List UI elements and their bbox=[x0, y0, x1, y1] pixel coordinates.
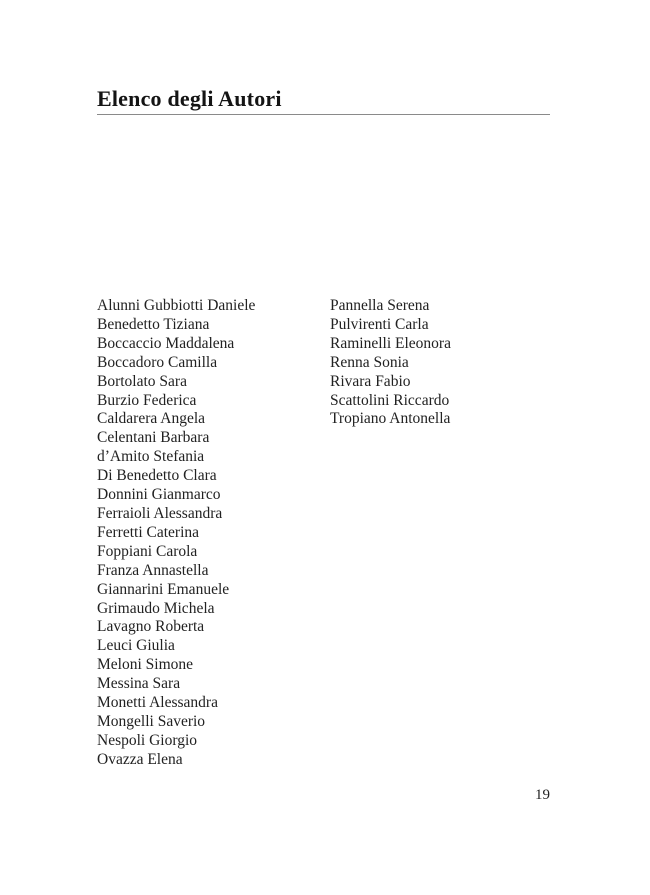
title-divider bbox=[97, 114, 550, 115]
author-name: Giannarini Emanuele bbox=[97, 580, 230, 598]
author-name: Scattolini Riccardo bbox=[330, 391, 450, 409]
author-name: Ovazza Elena bbox=[97, 750, 183, 768]
author-name: Grimaudo Michela bbox=[97, 599, 215, 617]
author-name: Bortolato Sara bbox=[97, 372, 187, 390]
page-number: 19 bbox=[535, 787, 550, 803]
author-name: Ferretti Caterina bbox=[97, 523, 199, 541]
author-name: Caldarera Angela bbox=[97, 410, 206, 428]
author-name: Lavagno Roberta bbox=[97, 618, 205, 636]
author-name: Burzio Federica bbox=[97, 391, 197, 409]
page-title: Elenco degli Autori bbox=[97, 86, 282, 111]
author-name: Celentani Barbara bbox=[97, 429, 210, 447]
author-name: Messina Sara bbox=[97, 675, 181, 693]
author-name: Foppiani Carola bbox=[97, 542, 198, 560]
author-name: Rivara Fabio bbox=[330, 372, 411, 390]
author-name: Nespoli Giorgio bbox=[97, 731, 198, 749]
author-name: Alunni Gubbiotti Daniele bbox=[97, 297, 256, 314]
author-name: Mongelli Saverio bbox=[97, 712, 206, 730]
author-name: Boccaccio Maddalena bbox=[97, 334, 235, 352]
author-name: Meloni Simone bbox=[97, 656, 194, 674]
author-name: Monetti Alessandra bbox=[97, 694, 218, 712]
author-name: Tropiano Antonella bbox=[330, 410, 451, 428]
author-name: Leuci Giulia bbox=[97, 637, 175, 655]
author-name: Pulvirenti Carla bbox=[330, 315, 429, 333]
author-list-right bbox=[330, 297, 451, 429]
author-name: Boccadoro Camilla bbox=[97, 353, 218, 371]
author-name: Benedetto Tiziana bbox=[97, 315, 210, 333]
author-name: Franza Annastella bbox=[97, 561, 209, 579]
author-name: d’Amito Stefania bbox=[97, 448, 205, 466]
author-name: Ferraioli Alessandra bbox=[97, 504, 223, 522]
author-name: Di Benedetto Clara bbox=[97, 467, 217, 485]
author-list-left bbox=[97, 297, 255, 770]
author-name: Pannella Serena bbox=[330, 297, 430, 314]
author-name: Donnini Gianmarco bbox=[97, 486, 221, 504]
author-name: Raminelli Eleonora bbox=[330, 334, 451, 352]
author-name: Renna Sonia bbox=[330, 353, 409, 371]
